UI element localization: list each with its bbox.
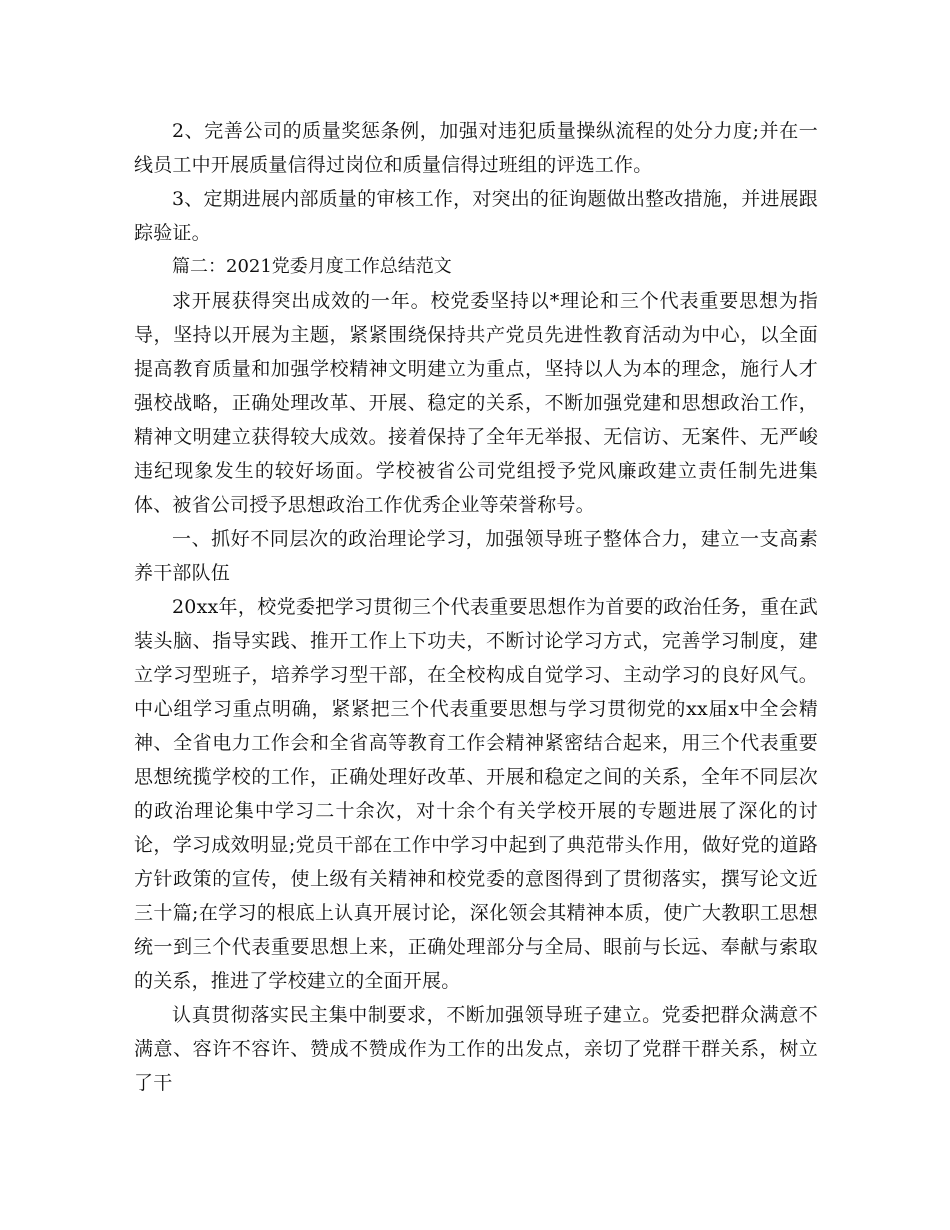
paragraph-summary: 求开展获得突出成效的一年。校党委坚持以*理论和三个代表重要思想为指导，坚持以开展为主题，紧紧围绕保持共产党员先进性教育活动为中心，以全面提高教育质量和加强学校精神文明建立为重点，坚持以人为本的理念，施行人才强校战略，正确处理改革、开展、稳定的关系，不断加强党建和思想政治工作，精神文明建立获得较大成效。接着保持了全年无举报、无信访、无案件、无严峻违纪现象发生的较好场面。学校被省公司党组授予党风廉政建立责任制先进集体、被省公司授予思想政治工作优秀企业等荣誉称号。 (134, 290, 818, 516)
paragraph-study: 20xx年，校党委把学习贯彻三个代表重要思想作为首要的政治任务，重在武装头脑、指导实践、推开工作上下功夫，不断讨论学习方式，完善学习制度，建立学习型班子，培养学习型干部，在全校构成自觉学习、主动学习的良好风气。中心组学习重点明确，紧紧把三个代表重要思想与学习贯彻党的xx届x中全会精神、全省电力工作会和全省高等教育工作会精神紧密结合起来，用三个代表重要思想统揽学校的工作，正确处理好改革、开展和稳定之间的关系，全年不同层次的政治理论集中学习二十余次，对十余个有关学校开展的专题进展了深化的讨论，学习成效明显;党员干部在工作中学习中起到了典范带头作用，做好党的道路方针政策的宣传，使上级有关精神和校党委的意图得到了贯彻落实，撰写论文近三十篇;在学习的根底上认真开展讨论，深化领会其精神本质，使广大教职工思想统一到三个代表重要思想上来，正确处理部分与全局、眼前与长远、奉献与索取的关系，推进了学校建立的全面开展。 (134, 596, 818, 992)
paragraph-democratic-centralism: 认真贯彻落实民主集中制要求，不断加强领导班子建立。党委把群众满意不满意、容许不容许、赞成不赞成作为工作的出发点，亲切了党群干群关系，树立了干 (134, 1004, 818, 1094)
section-heading-part-two: 篇二：2021党委月度工作总结范文 (172, 256, 452, 277)
document-body (134, 114, 818, 1100)
paragraph-item-3: 3、定期进展内部质量的审核工作，对突出的征询题做出整改措施，并进展跟踪验证。 (134, 188, 818, 244)
section-heading-one: 一、抓好不同层次的政治理论学习，加强领导班子整体合力，建立一支高素养干部队伍 (134, 528, 818, 584)
paragraph-item-2: 2、完善公司的质量奖惩条例，加强对违犯质量操纵流程的处分力度;并在一线员工中开展质量信得过岗位和质量信得过班组的评选工作。 (134, 120, 818, 176)
